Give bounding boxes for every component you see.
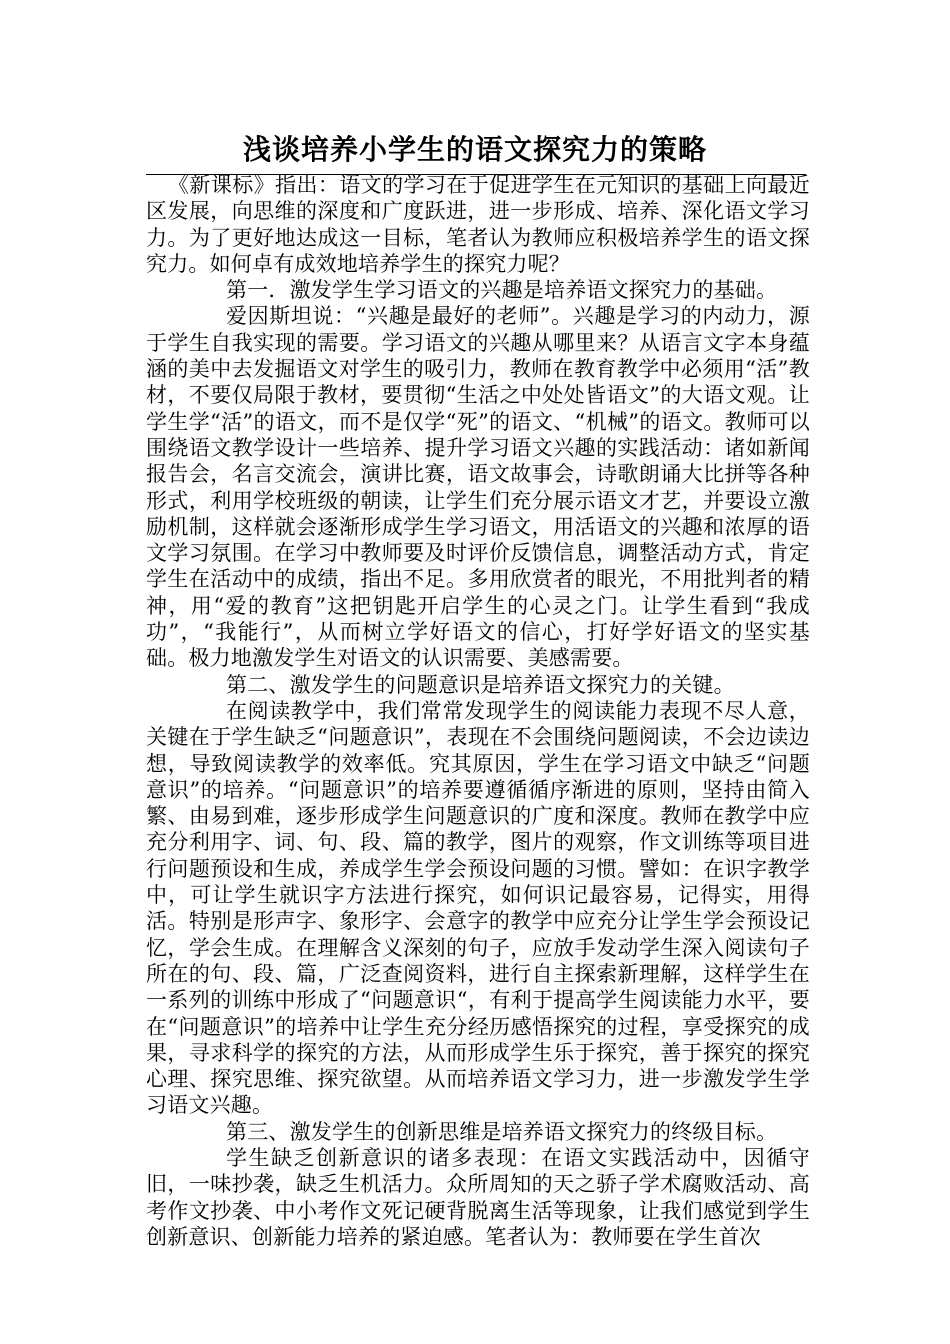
section-heading-2: 第二、激发学生的问题意识是培养语文探究力的关键。 bbox=[226, 672, 735, 697]
document-title: 浅谈培养小学生的语文探究力的策略 bbox=[242, 133, 707, 166]
paragraph-section-2: 在阅读教学中，我们常常发现学生的阅读能力表现不尽人意，关键在于学生缺乏“问题意识”，表现在不会围绕问题阅读，不会边读边想，导致阅读教学的效率低。究其原因，学生在学习语文中缺乏“问题意识”的培养。“问题意识”的培养要遵循循序渐进的原则，坚持由简入繁、由易到难，逐步形成学生问题意识的广度和深度。教师在教学中应充分利用字、词、句、段、篇的教学，图片的观察，作文训练等项目进行问题预设和生成，养成学生学会预设问题的习惯。譬如：在识字教学中，可让学生就识字方法进行探究，如何识记最容易，记得实，用得活。特别是形声字、象形字、会意字的教学中应充分让学生学会预设记忆，学会生成。在理解含义深刻的句子，应放手发动学生深入阅读句子所在的句、段、篇，广泛查阅资料，进行自主探索新理解，这样学生在一系列的训练中形成了“问题意识“，有利于提高学生阅读能力水平，要在“问题意识”的培养中让学生充分经历感悟探究的过程，享受探究的成果，寻求科学的探究的方法，从而形成学生乐于探究，善于探究的探究心理、探究思维、探究欲望。从而培养语文学习力，进一步激发学生学习语文兴趣。 bbox=[146, 698, 810, 1118]
paragraph-intro: 《新课标》指出：语文的学习在于促进学生在元知识的基础上向最近区发展，向思维的深度和广度跃进，进一步形成、培养、深化语文学习力。为了更好地达成这一目标，笔者认为教师应积极培养学生的语文探究力。如何卓有成效地培养学生的探究力呢？ bbox=[146, 173, 810, 276]
paragraph-section-1: 爱因斯坦说：“兴趣是最好的老师”。兴趣是学习的内动力，源于学生自我实现的需要。学习语文的兴趣从哪里来？从语言文字本身蕴涵的美中去发掘语文对学生的吸引力，教师在教育教学中必须用“活”教材，不要仅局限于教材，要贯彻“生活之中处处皆语文”的大语文观。让学生学“活”的语文，而不是仅学“死”的语文、“机械”的语文。教师可以围绕语文教学设计一些培养、提升学习语文兴趣的实践活动：诸如新闻报告会，名言交流会，演讲比赛，语文故事会，诗歌朗诵大比拼等各种形式，利用学校班级的朝读，让学生们充分展示语文才艺，并要设立激励机制，这样就会逐渐形成学生学习语文，用活语文的兴趣和浓厚的语文学习氛围。在学习中教师要及时评价反馈信息，调整活动方式，肯定学生在活动中的成绩，指出不足。多用欣赏者的眼光，不用批判者的精神，用“爱的教育”这把钥匙开启学生的心灵之门。让学生看到“我成功”，“我能行”，从而树立学好语文的信心，打好学好语文的坚实基础。极力地激发学生对语文的认识需要、美感需要。 bbox=[146, 304, 810, 671]
section-heading-3: 第三、激发学生的创新思维是培养语文探究力的终级目标。 bbox=[226, 1119, 778, 1144]
section-heading-1: 第一．激发学生学习语文的兴趣是培养语文探究力的基础。 bbox=[226, 278, 778, 303]
paragraph-section-3: 学生缺乏创新意识的诸多表现：在语文实践活动中，因循守旧，一味抄袭，缺乏生机活力。众所周知的天之骄子学术腐败活动、高考作文抄袭、中小考作文死记硬背脱离生活等现象，让我们感觉到学生创新意识、创新能力培养的紧迫感。笔者认为：教师要在学生首次 bbox=[146, 1145, 810, 1249]
document-body bbox=[146, 172, 810, 1250]
